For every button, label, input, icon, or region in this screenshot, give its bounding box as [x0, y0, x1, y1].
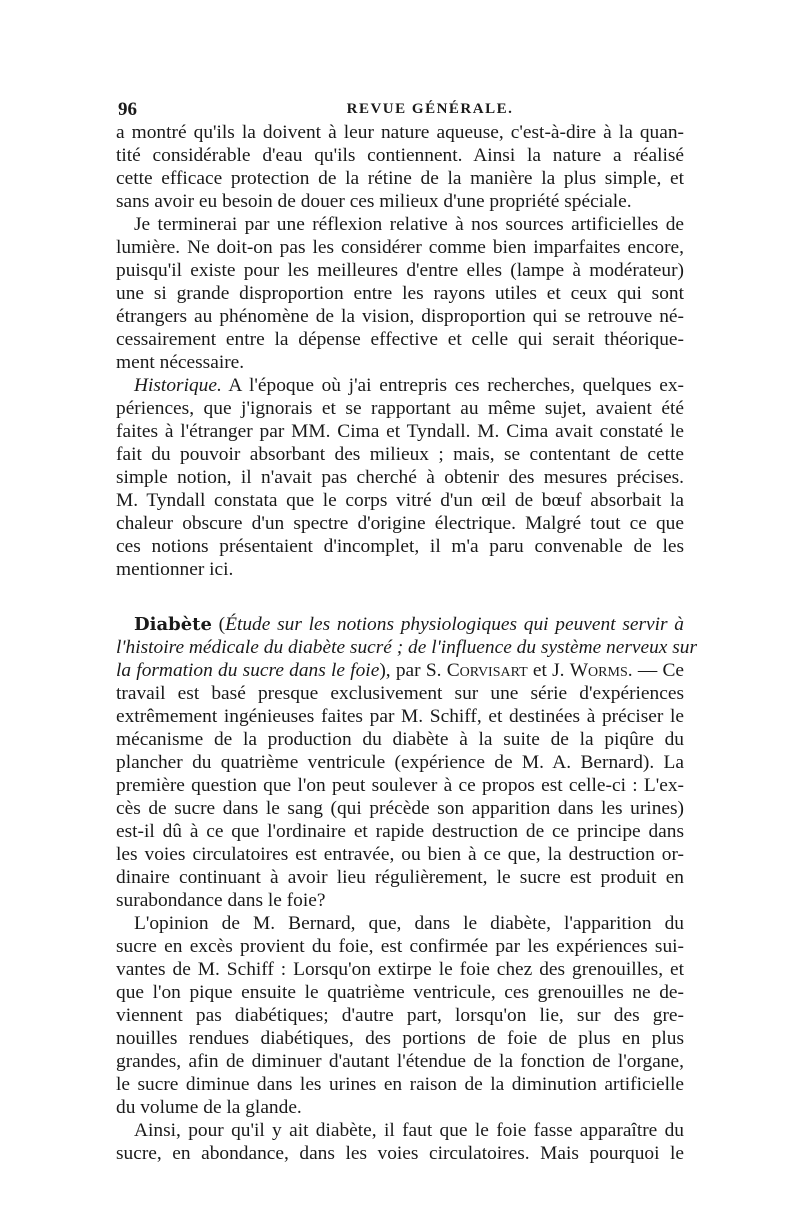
text-line: a montré qu'ils la doivent à leur nature aqueuse, c'est-à-dire à la quan-: [116, 122, 684, 143]
text-line: chaleur obscure d'un spectre d'origine électrique. Malgré tout ce que: [116, 513, 684, 534]
text-fragment: . — Ce: [627, 660, 684, 681]
text-fragment: ), par S.: [379, 660, 447, 681]
text-line: que l'on pique ensuite le quatrième ventricule, ces grenouilles ne de-: [116, 982, 684, 1003]
text-line: dinaire continuant à avoir lieu régulièrement, le sucre est produit en: [116, 867, 684, 888]
text-line: mentionner ici.: [116, 559, 234, 580]
text-line: vantes de M. Schiff : Lorsqu'on extirpe le foie chez des grenouilles, et: [116, 959, 684, 980]
text-line: [116, 613, 684, 636]
text-line: cessairement entre la dépense effective et celle qui serait théorique-: [116, 329, 684, 350]
text-line: fait du pouvoir absorbant des milieux ; mais, se contentant de cette: [116, 444, 684, 465]
running-header: [118, 99, 682, 123]
text-line: du volume de la glande.: [116, 1097, 302, 1118]
text-fragment: (: [211, 614, 226, 635]
text-fragment: et J.: [527, 660, 570, 681]
author-name: Worms: [569, 660, 628, 681]
page-number: 96: [118, 99, 137, 120]
section-gap: [116, 581, 684, 613]
author-name: Corvisart: [446, 660, 528, 681]
text-line: extrêmement ingénieuses faites par M. Schiff, et destinées à préciser le: [116, 706, 684, 727]
section-title-diabete: Diabète: [134, 614, 212, 635]
text-line: cès de sucre dans le sang (qui précède son apparition dans les urines): [116, 798, 684, 819]
text-line: nouilles rendues diabétiques, des portions de foie de plus en plus: [116, 1028, 684, 1049]
study-title-part: Étude sur les notions physiologiques qui peuvent servir à: [225, 614, 685, 635]
running-title: REVUE GÉNÉRALE.: [346, 101, 514, 117]
text-line: sucre en excès provient du foie, est confirmée par les expériences sui-: [116, 936, 684, 957]
text-line: Je terminerai par une réflexion relative à nos sources artificielles de: [134, 214, 684, 235]
historique-heading: Historique.: [134, 375, 222, 396]
text-line: cette efficace protection de la rétine de la manière la plus simple, et: [116, 168, 684, 189]
text-line: [116, 659, 684, 682]
text-line: [116, 374, 684, 397]
text-line: ces notions présentaient d'incomplet, il m'a paru convenable de les: [116, 536, 684, 557]
text-line: simple notion, il n'avait pas cherché à obtenir des mesures précises.: [116, 467, 684, 488]
text-line: première question que l'on peut soulever à ce propos est celle-ci : L'ex-: [116, 775, 684, 796]
text-line: ment nécessaire.: [116, 352, 245, 373]
text-line: mécanisme de la production du diabète à la suite de la piqûre du: [116, 729, 684, 750]
text-line: lumière. Ne doit-on pas les considérer comme bien imparfaites encore,: [116, 237, 684, 258]
text-line: faites à l'étranger par MM. Cima et Tyndall. M. Cima avait constaté le: [116, 421, 684, 442]
text-line: les voies circulatoires est entravée, ou bien à ce que, la destruction or-: [116, 844, 684, 865]
text-line: le sucre diminue dans les urines en raison de la diminution artificielle: [116, 1074, 684, 1095]
text-line: M. Tyndall constata que le corps vitré d'un œil de bœuf absorbait la: [116, 490, 684, 511]
text-line: puisqu'il existe pour les meilleures d'entre elles (lampe à modérateur): [116, 260, 684, 281]
text-line: surabondance dans le foie?: [116, 890, 326, 911]
text-line: est-il dû à ce que l'ordinaire et rapide destruction de ce principe dans: [116, 821, 684, 842]
text-line: sucre, en abondance, dans les voies circulatoires. Mais pourquoi le: [116, 1143, 684, 1164]
text-line: plancher du quatrième ventricule (expérience de M. A. Bernard). La: [116, 752, 684, 773]
body-text: [116, 121, 698, 1165]
text-line: étrangers au phénomène de la vision, disproportion qui se retrouve né-: [116, 306, 684, 327]
text-line: viennent pas diabétiques; d'autre part, lorsqu'on lie, sur des gre-: [116, 1005, 684, 1026]
text-line: une si grande disproportion entre les rayons utiles et ceux qui sont: [116, 283, 684, 304]
text-line: tité considérable d'eau qu'ils contiennent. Ainsi la nature a réalisé: [116, 145, 684, 166]
text-line: grandes, afin de diminuer d'autant l'étendue de la fonction de l'organe,: [116, 1051, 684, 1072]
text-line: l'histoire médicale du diabète sucré ; de l'influence du système nerveux sur: [116, 637, 698, 658]
text-line: périences, que j'ignorais et se rapportant au même sujet, avaient été: [116, 398, 684, 419]
text-line: travail est basé presque exclusivement sur une série d'expériences: [116, 683, 684, 704]
text-line: L'opinion de M. Bernard, que, dans le diabète, l'apparition du: [134, 913, 684, 934]
text-fragment: A l'époque où j'ai entrepris ces recherches, quelques ex-: [221, 375, 684, 396]
text-line: Ainsi, pour qu'il y ait diabète, il faut que le foie fasse apparaître du: [134, 1120, 684, 1141]
study-title-part: la formation du sucre dans le foie: [116, 660, 380, 681]
text-line: sans avoir eu besoin de douer ces milieux d'une propriété spéciale.: [116, 191, 632, 212]
